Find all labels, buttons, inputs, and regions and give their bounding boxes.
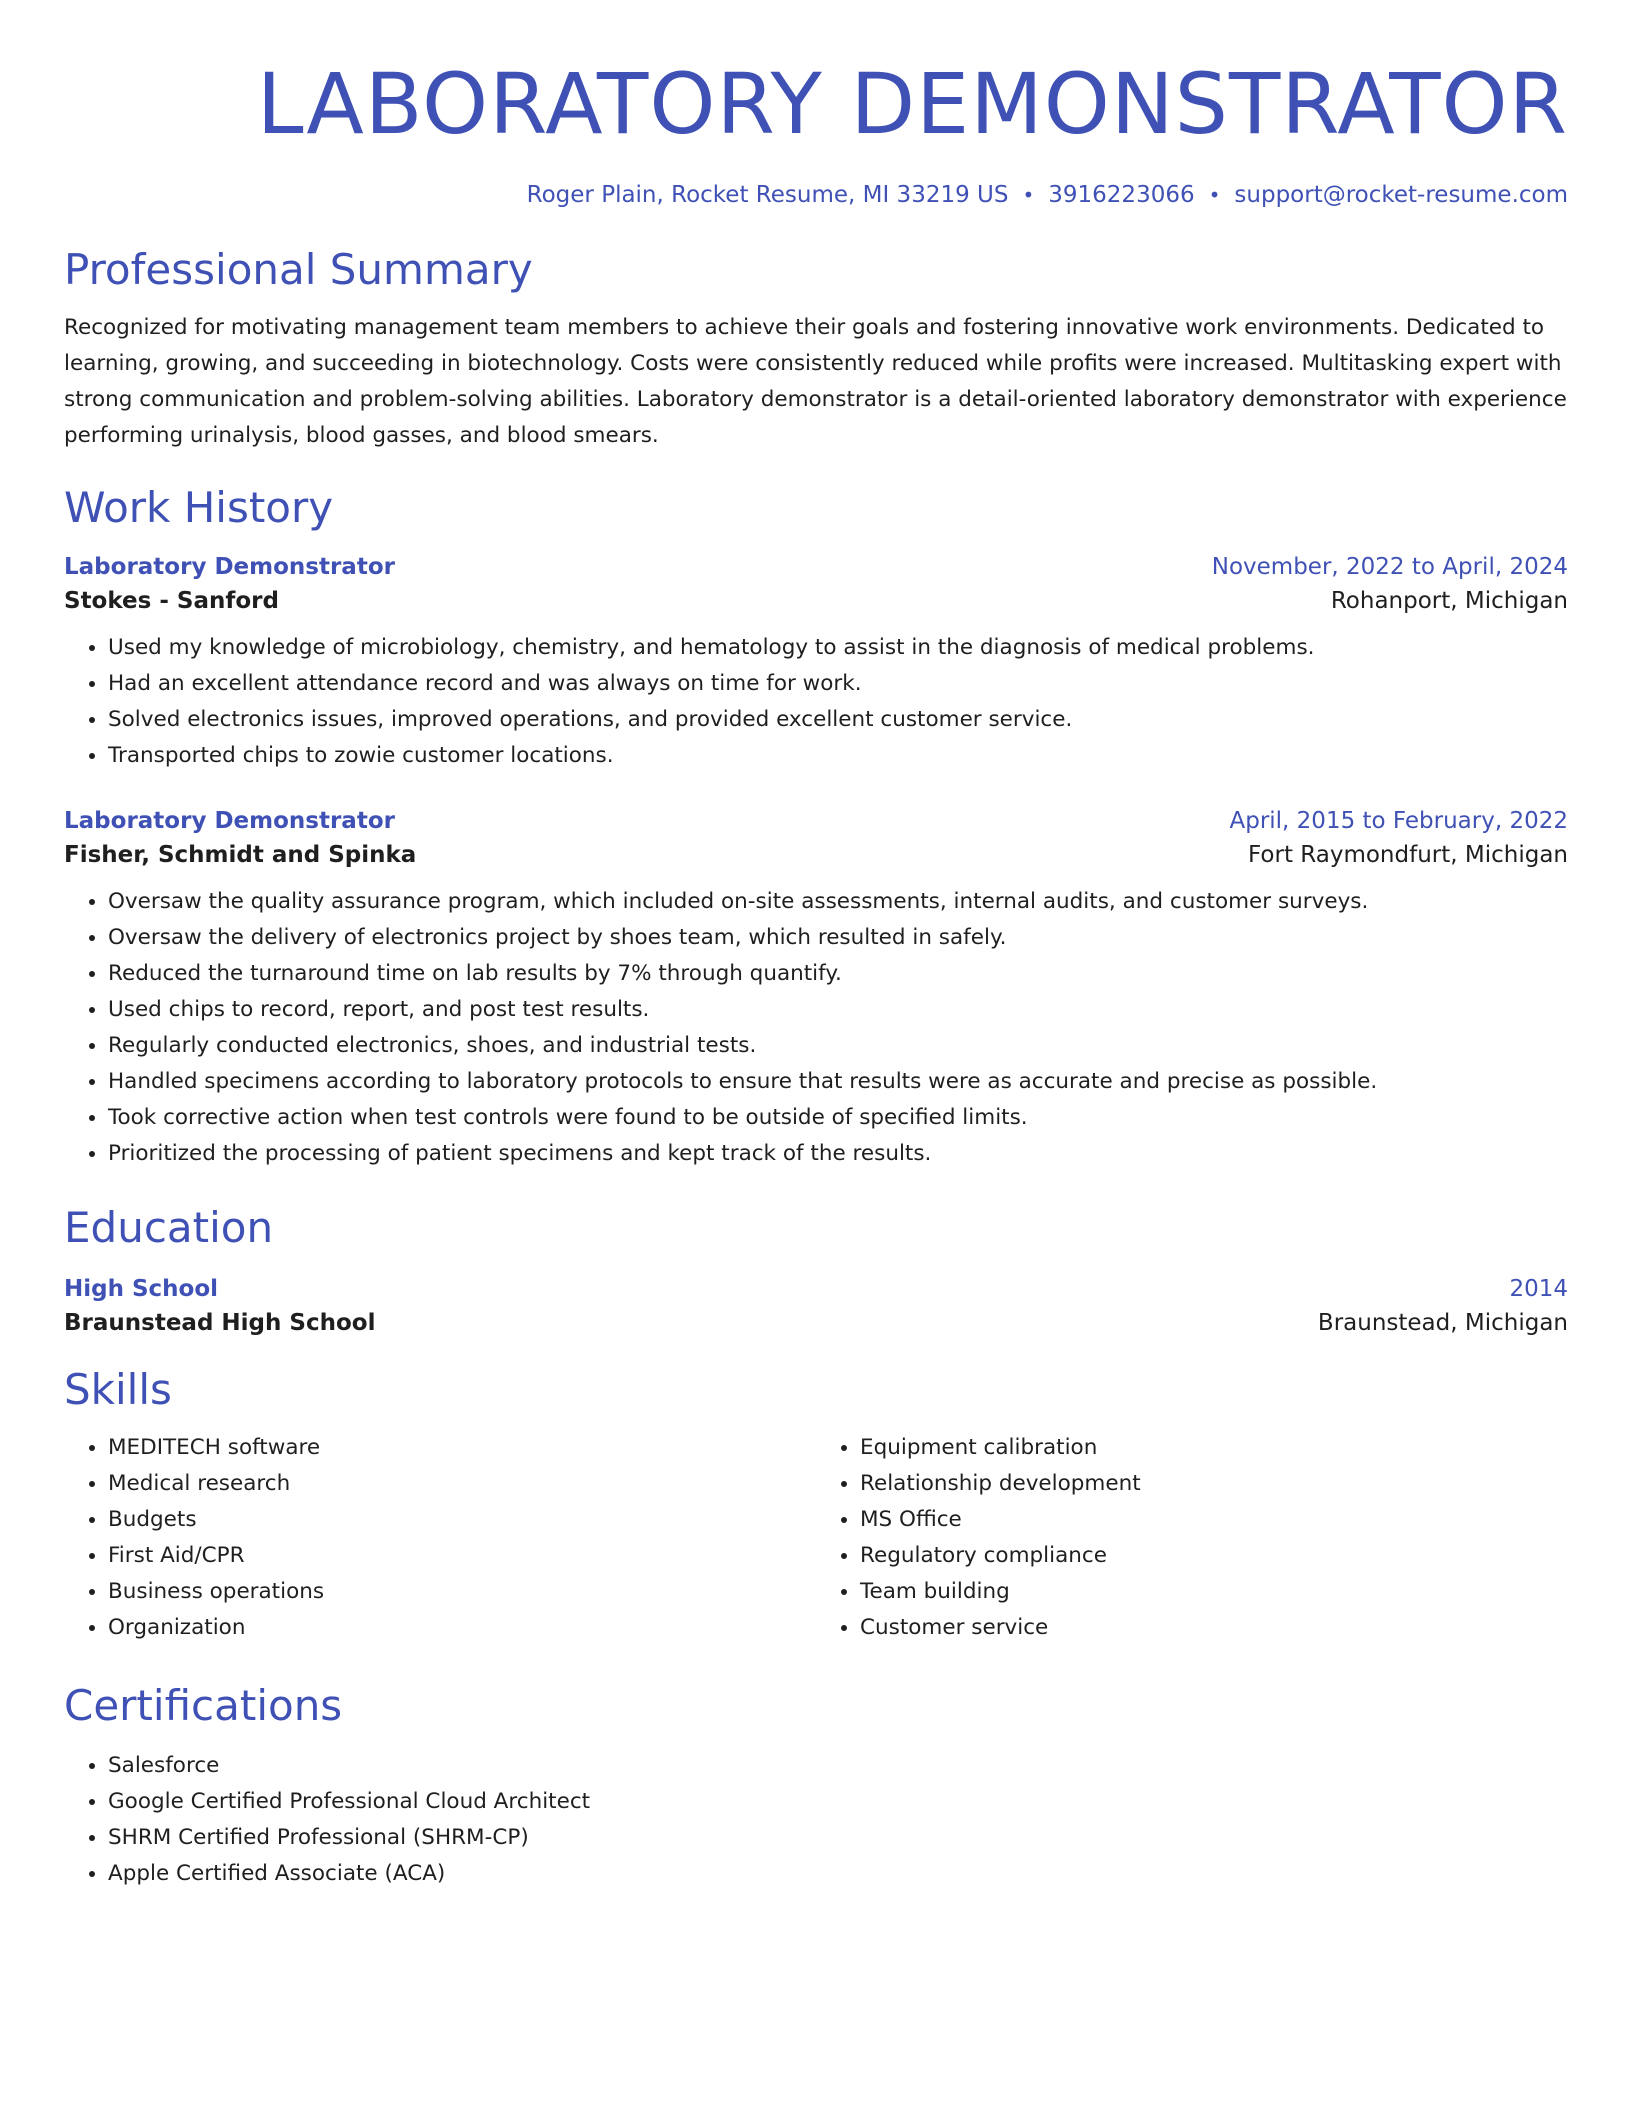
summary-text: Recognized for motivating management team members to achieve their goals and fostering innovative work environments. Dedicated to learning, growing, and succeeding in biotechnology. Costs were consistently reduced while profits were increased. Multitasking expert with strong communication and problem-solving abilities. Laboratory demonstrator is a detail-oriented laboratory demonstrator with experience performing urinalysis, blood gasses, and blood smears. [64, 315, 1567, 448]
skills-section [64, 1364, 1568, 1646]
skill-item: • Team building [860, 1574, 1568, 1610]
resume-title: LABORATORY DEMONSTRATOR [256, 55, 1568, 153]
education-year: 2014 [1509, 1276, 1568, 1302]
skills-grid [64, 1416, 1568, 1646]
skill-item: • Regulatory compliance [860, 1538, 1568, 1574]
certification-item: • Google Certified Professional Cloud Architect [108, 1784, 1568, 1820]
skill-item: • Budgets [108, 1502, 816, 1538]
contact-email[interactable]: support@rocket-resume.com [1234, 182, 1568, 208]
skill-item: • Relationship development [860, 1466, 1568, 1502]
skills-list-right [816, 1430, 1568, 1646]
skill-item: • First Aid/CPR [108, 1538, 816, 1574]
job-bullet: • Oversaw the delivery of electronics project by shoes team, which resulted in safely. [108, 920, 1568, 956]
certifications-list [64, 1748, 1568, 1892]
job-bullets [64, 630, 1568, 774]
job-entry [64, 554, 1568, 774]
job-dates: April, 2015 to February, 2022 [1229, 808, 1568, 834]
job-company: Fisher, Schmidt and Spinka [64, 842, 417, 868]
education-location: Braunstead, Michigan [1317, 1310, 1568, 1336]
summary-section [64, 244, 1568, 454]
skill-item: • Equipment calibration [860, 1430, 1568, 1466]
contact-address: Roger Plain, Rocket Resume, MI 33219 US [526, 182, 1009, 208]
job-bullet: • Took corrective action when test controls were found to be outside of specified limits. [108, 1100, 1568, 1136]
job-bullet: • Reduced the turnaround time on lab results by 7% through quantify. [108, 956, 1568, 992]
certification-item: • SHRM Certified Professional (SHRM-CP) [108, 1820, 1568, 1856]
skills-list-left [64, 1430, 816, 1646]
job-title: Laboratory Demonstrator [64, 554, 395, 580]
work-history-heading: Work History [64, 483, 334, 532]
education-entry [64, 1276, 1568, 1336]
education-heading: Education [64, 1203, 274, 1252]
contact-separator: • [1208, 183, 1221, 207]
job-bullet: • Prioritized the processing of patient specimens and kept track of the results. [108, 1136, 1568, 1172]
contact-separator: • [1022, 183, 1035, 207]
job-location: Rohanport, Michigan [1330, 588, 1568, 614]
certification-item: • Salesforce [108, 1748, 1568, 1784]
skill-item: • Medical research [108, 1466, 816, 1502]
job-bullet: • Used my knowledge of microbiology, chemistry, and hematology to assist in the diagnosis of medical problems. [108, 630, 1568, 666]
job-bullet: • Regularly conducted electronics, shoes, and industrial tests. [108, 1028, 1568, 1064]
summary-heading: Professional Summary [64, 245, 533, 294]
skill-item: • Business operations [108, 1574, 816, 1610]
skills-heading: Skills [64, 1365, 172, 1414]
education-section [64, 1202, 1568, 1336]
job-bullets [64, 884, 1568, 1172]
job-bullet: • Transported chips to zowie customer locations. [108, 738, 1568, 774]
skill-item: • Customer service [860, 1610, 1568, 1646]
job-bullet: • Oversaw the quality assurance program, which included on-site assessments, internal audits, and customer surveys. [108, 884, 1568, 920]
education-school: Braunstead High School [64, 1310, 376, 1336]
certifications-heading: Certifications [64, 1681, 343, 1730]
job-title: Laboratory Demonstrator [64, 808, 395, 834]
work-history-section [64, 482, 1568, 1172]
job-location: Fort Raymondfurt, Michigan [1248, 842, 1568, 868]
education-degree: High School [64, 1276, 219, 1302]
certification-item: • Apple Certified Associate (ACA) [108, 1856, 1568, 1892]
skill-item: • Organization [108, 1610, 816, 1646]
contact-line [64, 182, 1568, 208]
job-company: Stokes - Sanford [64, 588, 279, 614]
skill-item: • MEDITECH software [108, 1430, 816, 1466]
certifications-section [64, 1680, 1568, 1892]
job-bullet: • Used chips to record, report, and post test results. [108, 992, 1568, 1028]
skill-item: • MS Office [860, 1502, 1568, 1538]
job-entry [64, 808, 1568, 1172]
contact-phone[interactable]: 3916223066 [1048, 182, 1195, 208]
job-dates: November, 2022 to April, 2024 [1211, 554, 1568, 580]
job-bullet: • Handled specimens according to laboratory protocols to ensure that results were as accurate and precise as possible. [108, 1064, 1568, 1100]
job-bullet: • Solved electronics issues, improved operations, and provided excellent customer service. [108, 702, 1568, 738]
job-bullet: • Had an excellent attendance record and was always on time for work. [108, 666, 1568, 702]
